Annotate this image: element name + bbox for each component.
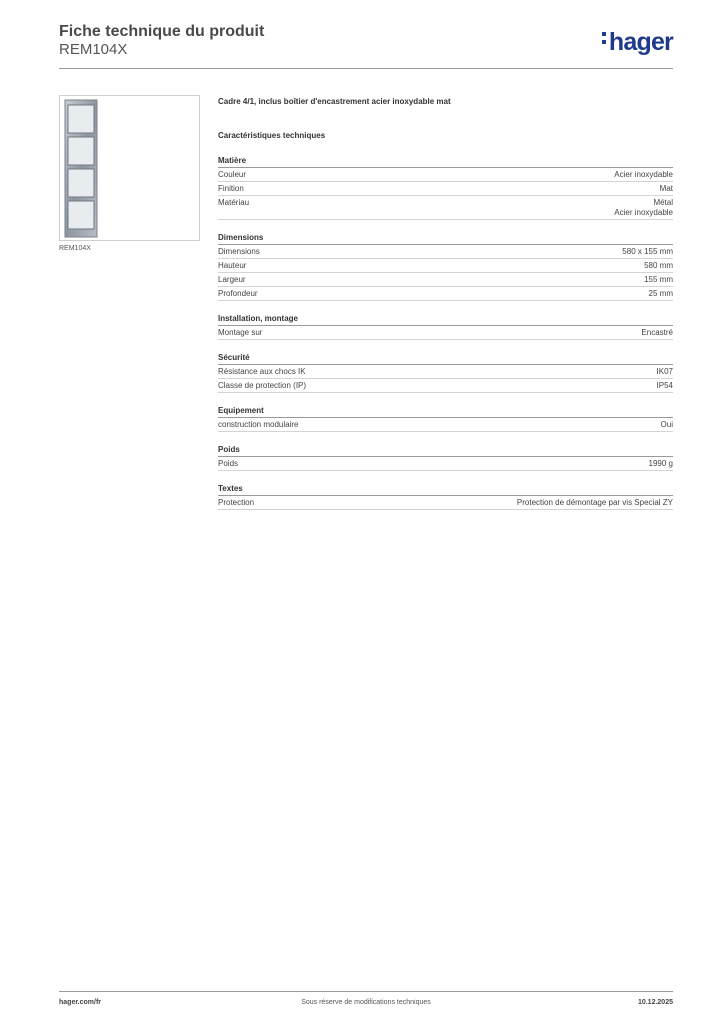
spec-row [218,496,673,510]
spec-value-line: Encastré [641,328,673,337]
logo-text: hager [608,28,673,56]
spec-value [622,247,673,257]
spec-section [218,233,673,301]
spec-value [660,184,673,194]
spec-label: Profondeur [218,289,258,298]
footer-note: Sous réserve de modifications techniques [301,999,431,1006]
spec-value [644,261,673,271]
hager-logo [602,28,673,56]
spec-label: Montage sur [218,328,263,337]
page-header [59,22,673,69]
spec-section [218,484,673,510]
spec-value-line: 25 mm [648,289,673,298]
spec-value [614,198,673,218]
spec-value [517,498,673,508]
footer-website-link[interactable]: hager.com/fr [59,999,102,1006]
product-description: Cadre 4/1, inclus boîtier d'encastrement acier inoxydable mat [218,97,451,106]
spec-label: Largeur [218,275,246,284]
spec-label: construction modulaire [218,420,299,429]
spec-label: Couleur [218,170,247,179]
spec-label: Protection [218,498,255,507]
spec-value [649,289,673,299]
spec-section [218,445,673,471]
section-title: Sécurité [218,353,673,365]
spec-value-line: Oui [660,420,673,429]
spec-row [218,273,673,287]
spec-value-line: IK07 [656,367,673,376]
product-content [218,97,673,510]
spec-label: Poids [218,459,239,468]
spec-row [218,182,673,196]
spec-value-line: 580 x 155 mm [622,247,673,256]
spec-value [661,420,673,430]
spec-label: Classe de protection (IP) [218,381,307,390]
spec-value [657,367,673,377]
spec-section [218,314,673,340]
spec-label: Hauteur [218,261,247,270]
spec-row [218,326,673,340]
footer-date: 10.12.2025 [637,999,673,1006]
frame-illustration [64,99,98,239]
spec-value [614,170,673,180]
image-caption: REM104X [59,245,91,252]
spec-value-line: Acier inoxydable [614,170,673,179]
spec-row [218,259,673,273]
spec-value [657,381,673,391]
spec-value-line: Acier inoxydable [614,208,673,217]
spec-sections [218,156,673,510]
spec-section [218,156,673,220]
spec-value [644,275,673,285]
spec-section [218,353,673,393]
spec-label: Résistance aux chocs IK [218,367,306,376]
section-title: Installation, montage [218,314,673,326]
spec-label: Dimensions [218,247,260,256]
section-title: Poids [218,445,673,457]
spec-row [218,287,673,301]
product-reference: REM104X [59,41,128,58]
spec-value-line: Mat [659,184,673,193]
spec-value-line: 1990 g [648,459,673,468]
section-title: Matière [218,156,673,168]
spec-value-line: Métal [653,198,673,207]
tech-heading: Caractéristiques techniques [218,131,326,140]
spec-value-line: 155 mm [644,275,673,284]
spec-value-line: 580 mm [644,261,673,270]
spec-row [218,196,673,220]
spec-row [218,379,673,393]
section-title: Equipement [218,406,673,418]
spec-row [218,245,673,259]
spec-row [218,418,673,432]
spec-row [218,457,673,471]
spec-value-line: IP54 [656,381,673,390]
spec-value [641,328,673,338]
spec-value-line: Protection de démontage par vis Special ZY [516,498,673,507]
page-footer [59,991,673,1011]
section-title: Textes [218,484,673,496]
spec-section [218,406,673,432]
spec-row [218,168,673,182]
spec-label: Finition [218,184,244,193]
section-title: Dimensions [218,233,673,245]
spec-label: Matériau [218,198,250,207]
product-image [59,95,200,241]
spec-value [649,459,673,469]
logo-mark-icon [602,28,606,48]
spec-row [218,365,673,379]
page-title: Fiche technique du produit [59,23,265,40]
